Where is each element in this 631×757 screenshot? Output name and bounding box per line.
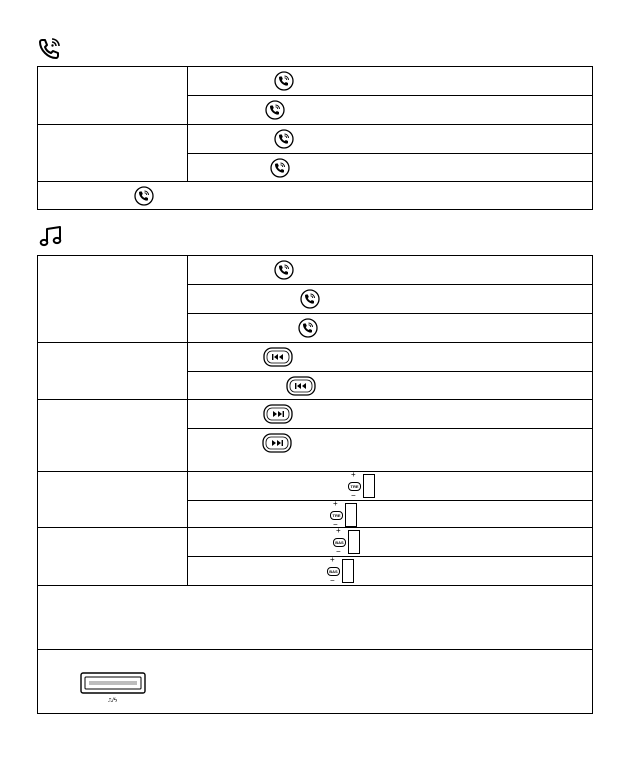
treble-up-control	[348, 470, 372, 500]
music-table	[37, 255, 593, 714]
bass-button-label: BAS	[333, 538, 346, 547]
music-row-2-label-cell	[38, 343, 188, 399]
music-row-6-cell	[38, 586, 592, 649]
calls-row-1-action-1	[188, 67, 592, 95]
minus-sign: −	[351, 491, 356, 500]
treble-down-control	[330, 499, 354, 529]
skip-next-icon	[263, 404, 293, 424]
treble-level-bar	[363, 474, 375, 498]
treble-down-action	[188, 500, 592, 527]
music-row-5-bass	[38, 527, 592, 585]
music-row-1-action-1	[188, 256, 592, 284]
skip-previous-icon	[263, 347, 293, 367]
calls-table	[37, 66, 593, 210]
calls-row-1-action-2	[188, 95, 592, 124]
music-row-7-charging	[38, 649, 592, 704]
music-row-2-action-1	[188, 343, 592, 371]
skip-next-icon	[262, 433, 292, 453]
call-button-icon	[274, 129, 294, 149]
music-row-6	[38, 585, 592, 649]
calls-row-2	[38, 124, 592, 181]
music-note-icon	[38, 224, 64, 248]
bass-level-bar	[342, 559, 354, 583]
music-row-3-action-2	[188, 428, 592, 471]
call-button-icon	[134, 186, 154, 206]
calls-row-2-action-2	[188, 153, 592, 181]
treble-button-label: TRE	[348, 482, 361, 491]
music-row-1-action-3	[188, 313, 592, 342]
plus-sign: +	[351, 470, 356, 479]
call-button-icon	[274, 71, 294, 91]
minus-sign: −	[333, 520, 338, 529]
bass-down-action	[188, 556, 592, 585]
call-button-icon	[270, 158, 290, 178]
music-row-4-label-cell	[38, 472, 188, 527]
music-row-2-action-2	[188, 371, 592, 399]
music-row-4-treble	[38, 471, 592, 527]
plus-sign: +	[333, 499, 338, 508]
music-row-1-label-cell	[38, 256, 188, 342]
music-row-1-action-2	[188, 284, 592, 313]
plus-sign: +	[330, 555, 335, 564]
music-row-1	[38, 256, 592, 342]
treble-level-bar	[345, 503, 357, 527]
call-button-icon	[300, 289, 320, 309]
charging-caption: ⎍/ϟ	[107, 698, 118, 704]
charging-port-icon	[80, 672, 146, 694]
music-row-3	[38, 399, 592, 471]
minus-sign: −	[336, 547, 341, 556]
plus-sign: +	[336, 526, 341, 535]
music-row-5-label-cell	[38, 528, 188, 585]
calls-row-1	[38, 67, 592, 124]
calls-row-3	[38, 181, 592, 209]
bass-up-action	[188, 528, 592, 556]
calls-row-2-label-cell	[38, 125, 188, 181]
bass-up-control	[333, 526, 357, 556]
bass-down-control	[327, 555, 351, 585]
call-button-icon	[274, 260, 294, 280]
phone-call-icon	[38, 36, 64, 60]
music-row-3-label-cell	[38, 400, 188, 471]
skip-previous-icon	[286, 376, 316, 396]
minus-sign: −	[330, 576, 335, 585]
treble-button-label: TRE	[330, 511, 343, 520]
calls-row-2-action-1	[188, 125, 592, 153]
calls-row-3-cell	[38, 182, 592, 209]
music-row-3-action-1	[188, 400, 592, 428]
call-button-icon	[298, 318, 318, 338]
call-button-icon	[265, 100, 285, 120]
bass-level-bar	[348, 530, 360, 554]
music-row-2	[38, 342, 592, 399]
calls-row-1-label-cell	[38, 67, 188, 124]
bass-button-label: BAS	[327, 567, 340, 576]
treble-up-action	[188, 472, 592, 500]
